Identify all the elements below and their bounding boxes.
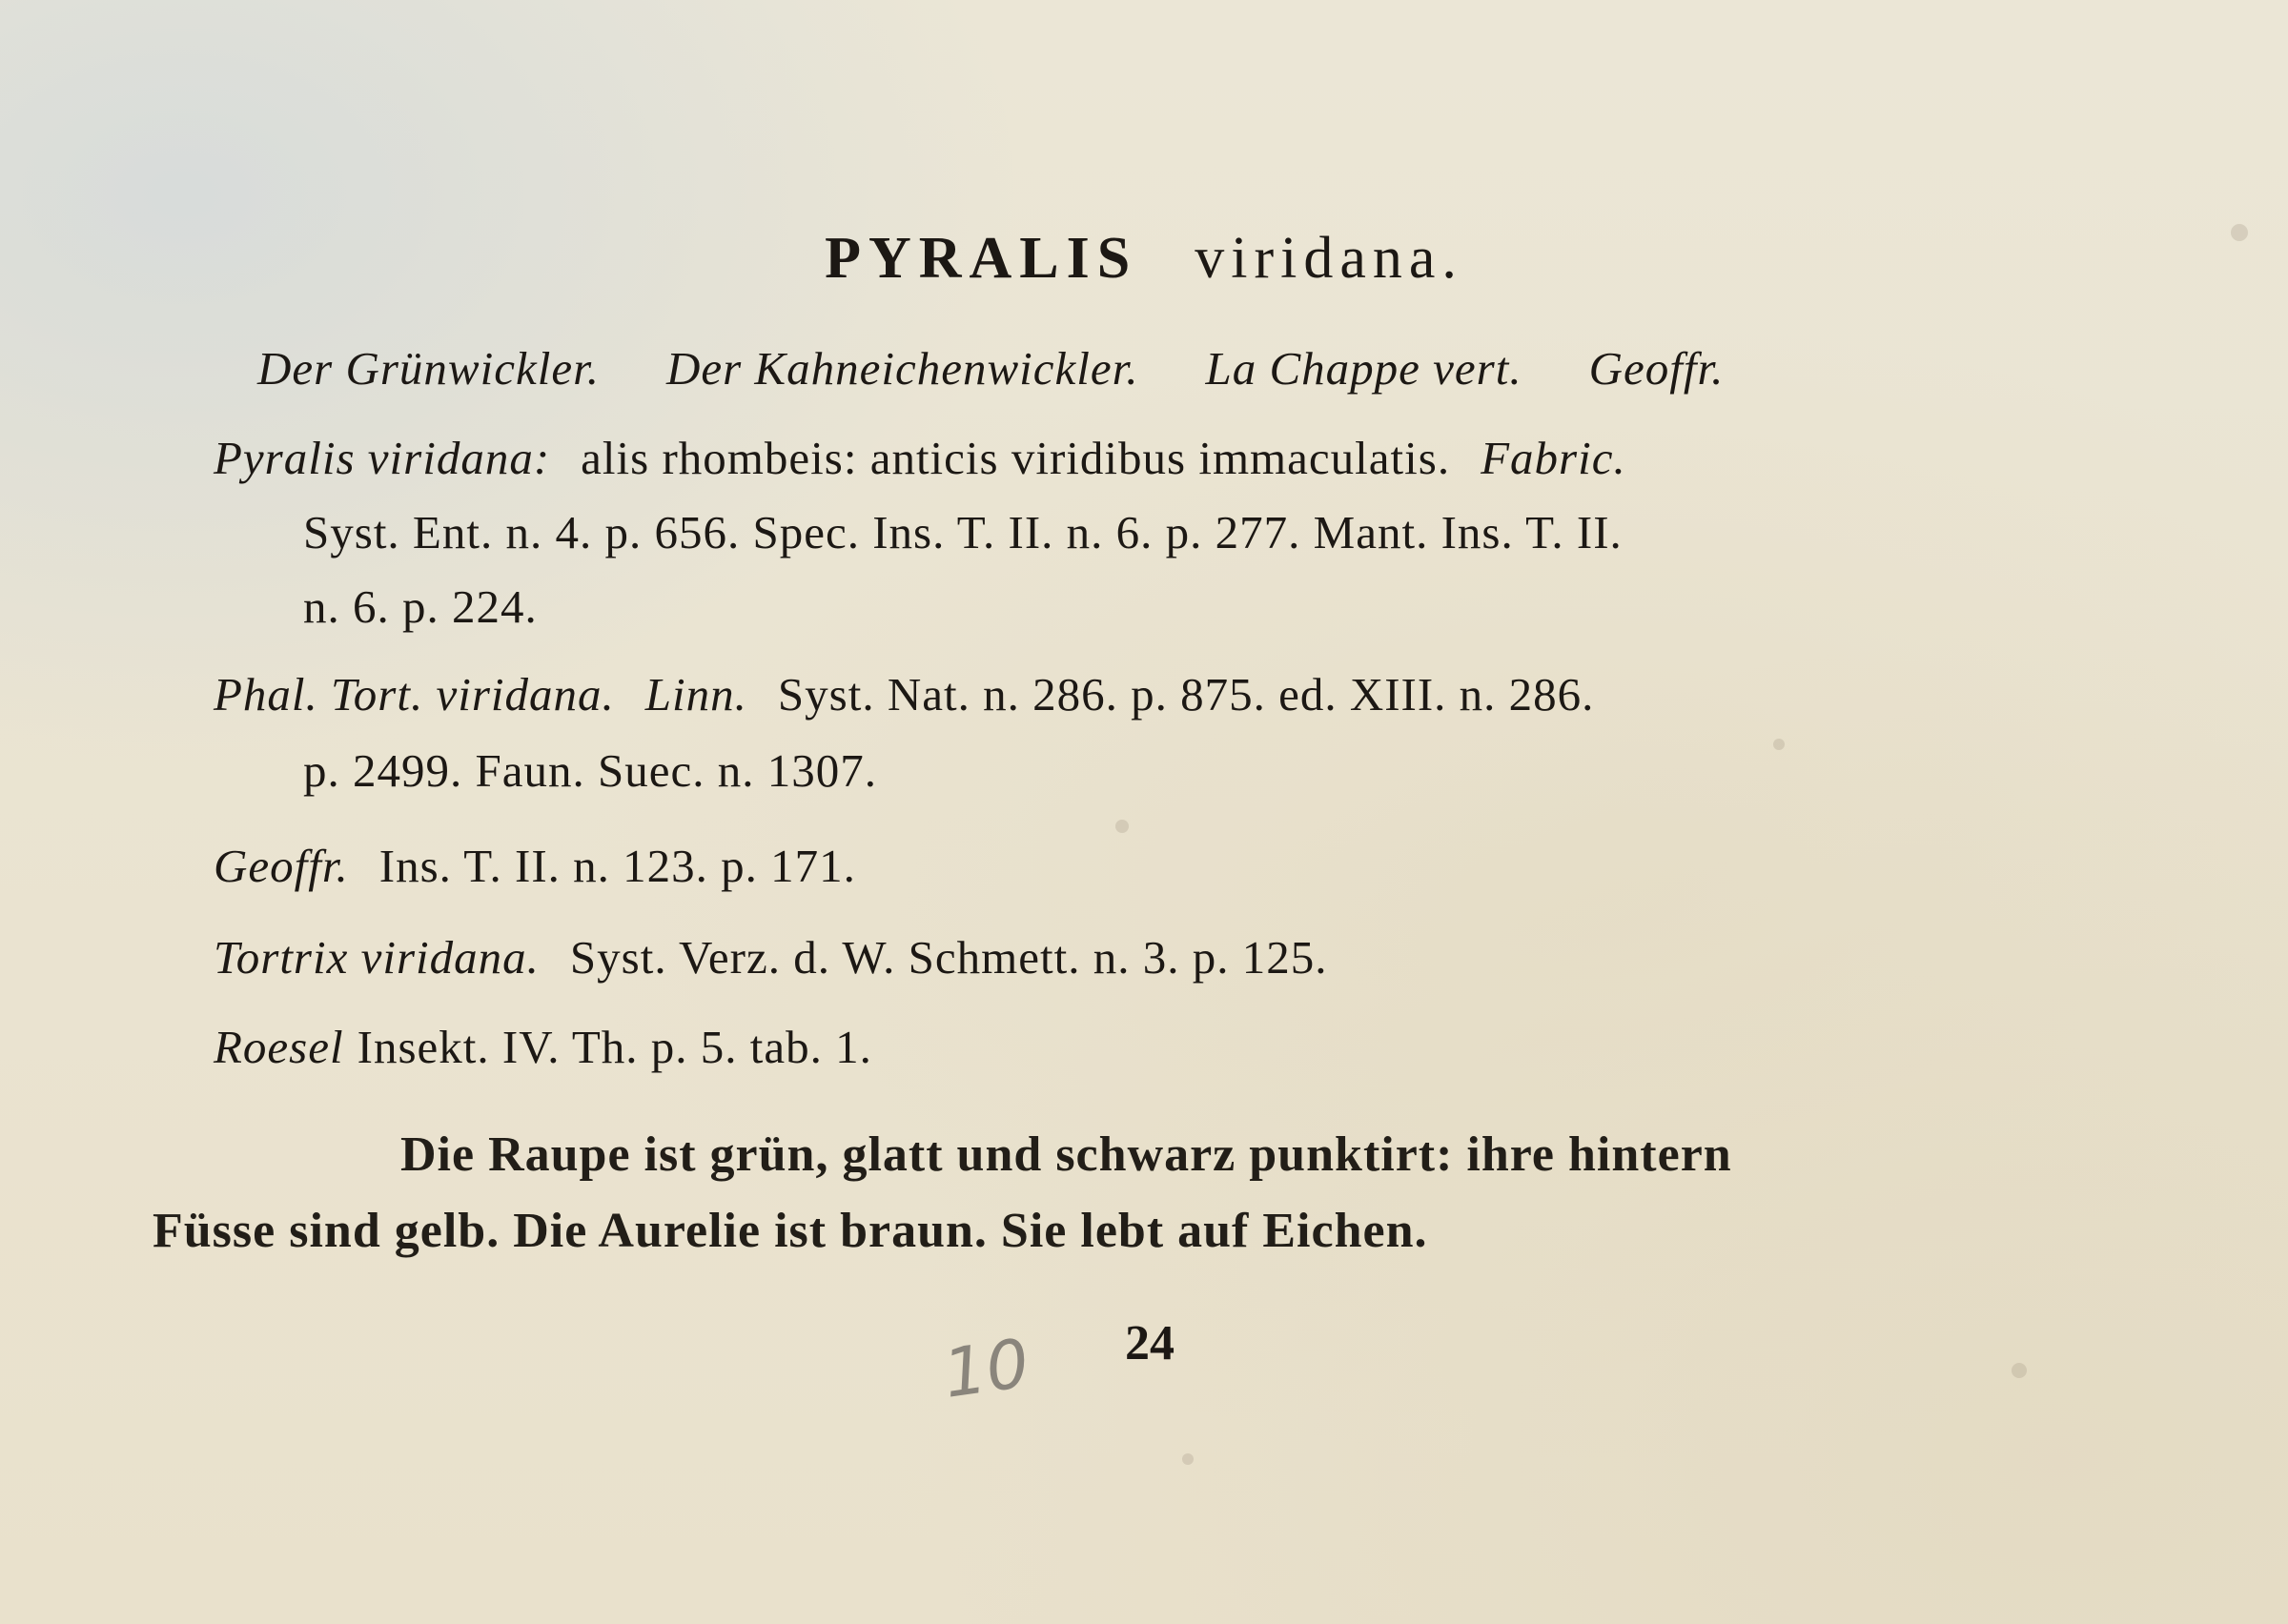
paper-fleck [2012, 1363, 2027, 1378]
common-name: Geoffr. [1588, 342, 1725, 395]
reference-name: Phal. Tort. viridana. [214, 668, 615, 721]
reference-name: Pyralis viridana: [214, 432, 551, 484]
pencil-annotation: 10 [938, 1324, 1034, 1413]
reference-text: Insekt. IV. Th. p. 5. tab. 1. [357, 1021, 872, 1073]
reference-continuation: p. 2499. Faun. Suec. n. 1307. [303, 744, 877, 797]
reference-text: Syst. Verz. d. W. Schmett. n. 3. p. 125. [569, 931, 1328, 984]
reference-entry [214, 431, 1626, 485]
reference-continuation: n. 6. p. 224. [303, 580, 538, 633]
reference-entry [214, 1020, 872, 1074]
description-line: Füsse sind gelb. Die Aurelie ist braun. Sie lebt auf Eichen. [153, 1204, 1428, 1258]
title-genus: PYRALIS [825, 226, 1138, 291]
reference-author: Fabric. [1481, 432, 1626, 484]
reference-entry [214, 930, 1327, 985]
common-name: Der Kahneichenwickler. [665, 342, 1139, 395]
reference-name: Geoffr. [214, 840, 349, 892]
reference-entry [214, 667, 1594, 721]
common-name: La Chappe vert. [1205, 342, 1522, 395]
title-species: viridana. [1195, 226, 1463, 291]
reference-continuation: Syst. Ent. n. 4. p. 656. Spec. Ins. T. II. n. 6. p. 277. Mant. Ins. T. II. [303, 506, 1623, 558]
page-title [0, 225, 2288, 293]
common-name: Der Grünwickler. [257, 342, 600, 395]
description-line: Die Raupe ist grün, glatt und schwarz punktirt: ihre hintern [400, 1127, 1732, 1182]
paper-fleck [1773, 739, 1785, 750]
reference-text: Syst. Nat. n. 286. p. 875. ed. XIII. n. 286. [777, 668, 1595, 721]
paper-fleck [1182, 1453, 1194, 1465]
reference-text: alis rhombeis: anticis viridibus immaculatis. [581, 432, 1451, 484]
reference-text: Ins. T. II. n. 123. p. 171. [378, 840, 856, 892]
reference-name: Roesel [214, 1021, 344, 1073]
reference-entry [214, 839, 856, 893]
common-names [257, 341, 1724, 396]
reference-name: Tortrix viridana. [214, 931, 540, 984]
page-number: 24 [1125, 1316, 1175, 1370]
reference-author: Linn. [644, 668, 747, 721]
paper-fleck [1115, 820, 1129, 833]
